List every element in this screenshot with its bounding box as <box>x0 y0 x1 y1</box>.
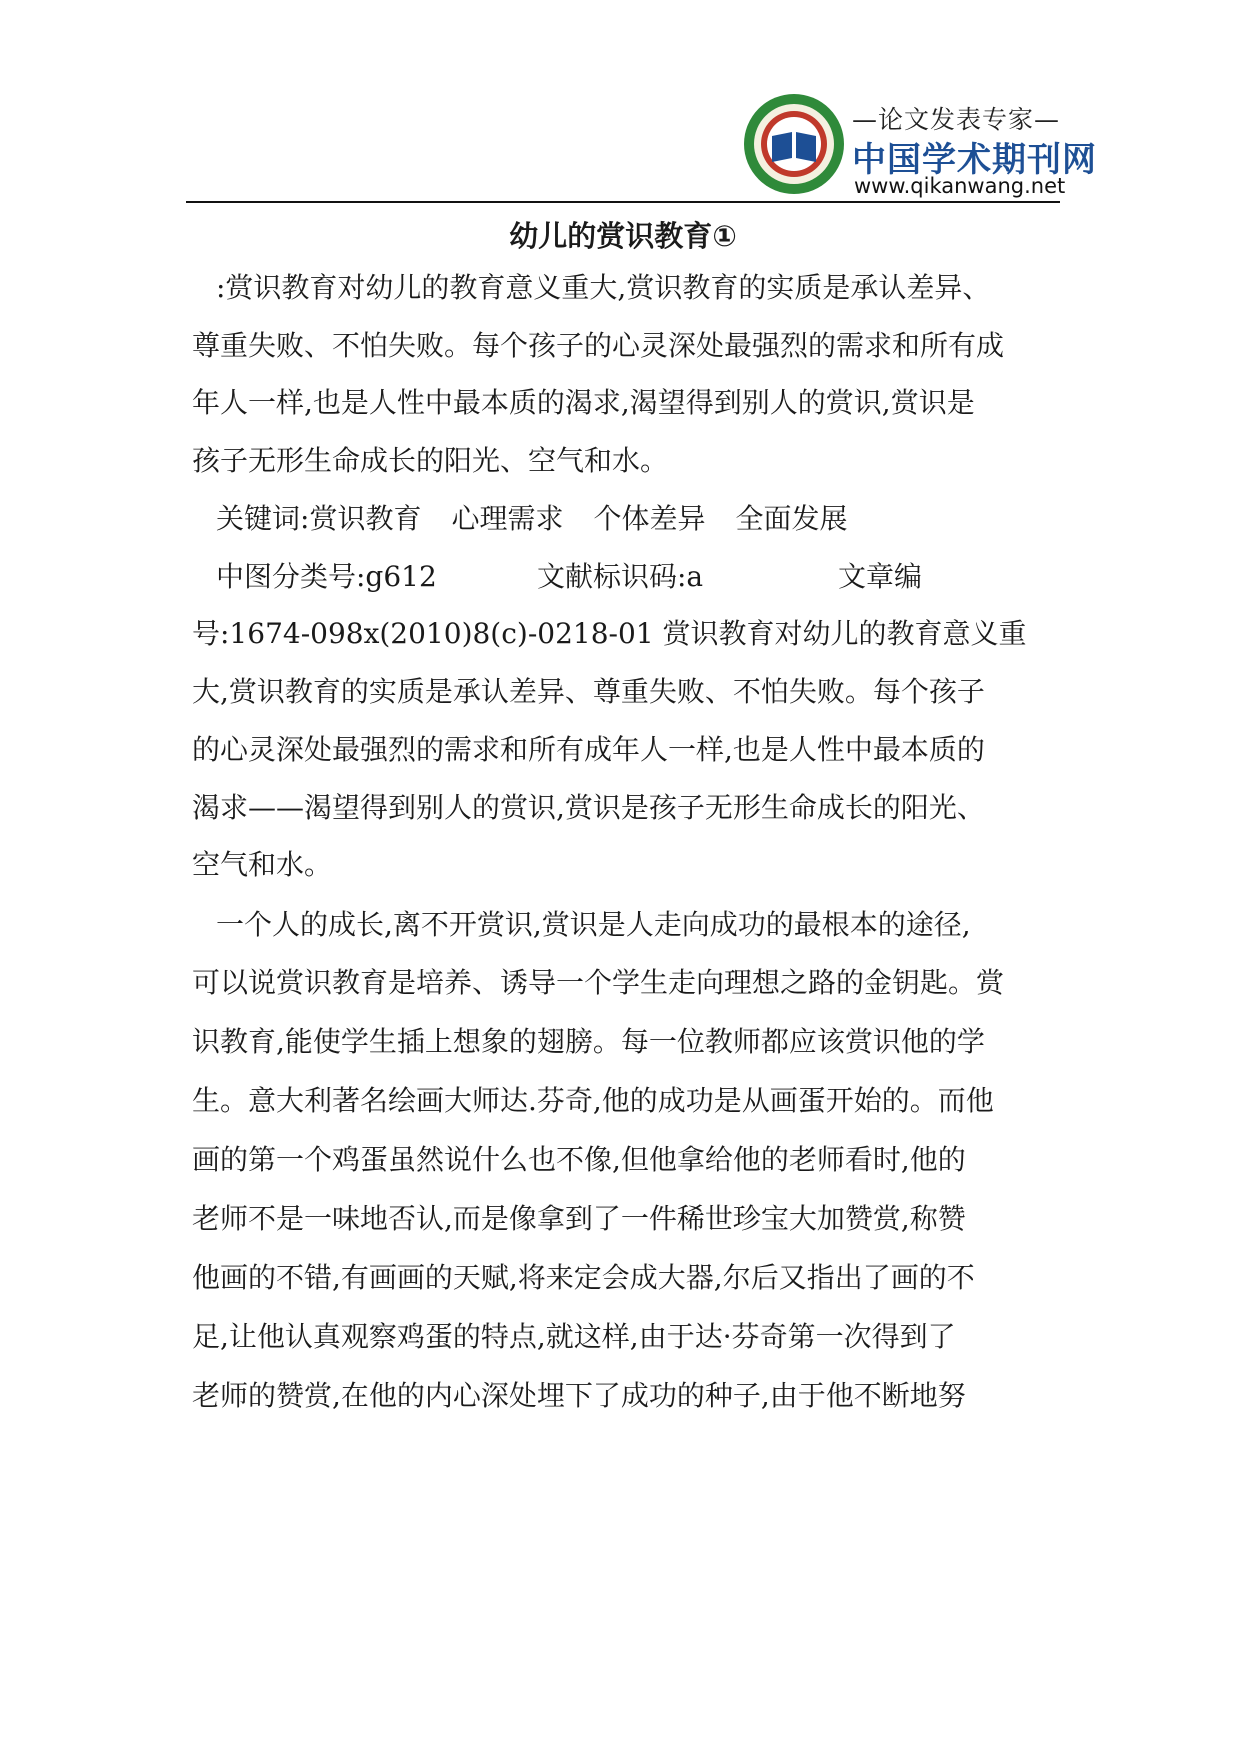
header-divider <box>186 201 1060 203</box>
body-line: 空气和水。 <box>192 848 333 881</box>
paragraph-line: 画的第一个鸡蛋虽然说什么也不像,但他拿给他的老师看时,他的 <box>192 1143 966 1176</box>
keyword: 个体差异 <box>593 502 706 535</box>
clc-number: 中图分类号:g612 <box>216 560 437 593</box>
abstract-line: 年人一样,也是人性中最本质的渴求,渴望得到别人的赏识,赏识是 <box>192 386 975 419</box>
logo-tagline: —论文发表专家— <box>852 105 1061 134</box>
article-title: 幼儿的赏识教育① <box>509 219 737 253</box>
paragraph-line: 老师的赞赏,在他的内心深处埋下了成功的种子,由于他不断地努 <box>192 1379 966 1412</box>
book-seal-icon <box>742 92 846 196</box>
body-line: 渴求——渴望得到别人的赏识,赏识是孩子无形生命成长的阳光、 <box>192 791 985 824</box>
body-line: 大,赏识教育的实质是承认差异、尊重失败、不怕失败。每个孩子 <box>192 675 985 708</box>
document-code: 文献标识码:a <box>537 560 704 593</box>
logo-brand-name: 中国学术期刊网 <box>852 140 1097 180</box>
abstract-line: 孩子无形生命成长的阳光、空气和水。 <box>192 444 669 477</box>
paragraph-line: 可以说赏识教育是培养、诱导一个学生走向理想之路的金钥匙。赏 <box>192 966 1005 999</box>
keyword: 心理需求 <box>451 502 564 535</box>
keywords-line <box>216 499 848 539</box>
body-line: 号:1674-098x(2010)8(c)-0218-01 赏识教育对幼儿的教育意义重 <box>192 617 1027 650</box>
logo-url: www.qikanwang.net <box>854 174 1066 198</box>
keyword: 赏识教育 <box>309 502 422 535</box>
abstract-line: 尊重失败、不怕失败。每个孩子的心灵深处最强烈的需求和所有成 <box>192 329 1005 362</box>
paragraph-line: 生。意大利著名绘画大师达.芬奇,他的成功是从画蛋开始的。而他 <box>192 1084 994 1117</box>
keywords-label: 关键词: <box>216 502 310 535</box>
paragraph-line: 一个人的成长,离不开赏识,赏识是人走向成功的最根本的途径, <box>216 908 971 941</box>
paragraph-line: 足,让他认真观察鸡蛋的特点,就这样,由于达·芬奇第一次得到了 <box>192 1320 956 1353</box>
paragraph-line: 识教育,能使学生插上想象的翅膀。每一位教师都应该赏识他的学 <box>192 1025 985 1058</box>
publisher-logo <box>742 88 1097 198</box>
abstract-line: :赏识教育对幼儿的教育意义重大,赏识教育的实质是承认差异、 <box>216 271 991 304</box>
body-line: 的心灵深处最强烈的需求和所有成年人一样,也是人性中最本质的 <box>192 733 985 766</box>
article-number-label: 文章编 <box>838 560 923 593</box>
keyword: 全面发展 <box>735 502 848 535</box>
paragraph-line: 他画的不错,有画画的天赋,将来定会成大器,尔后又指出了画的不 <box>192 1261 975 1294</box>
paragraph-line: 老师不是一味地否认,而是像拿到了一件稀世珍宝大加赞赏,称赞 <box>192 1202 966 1235</box>
